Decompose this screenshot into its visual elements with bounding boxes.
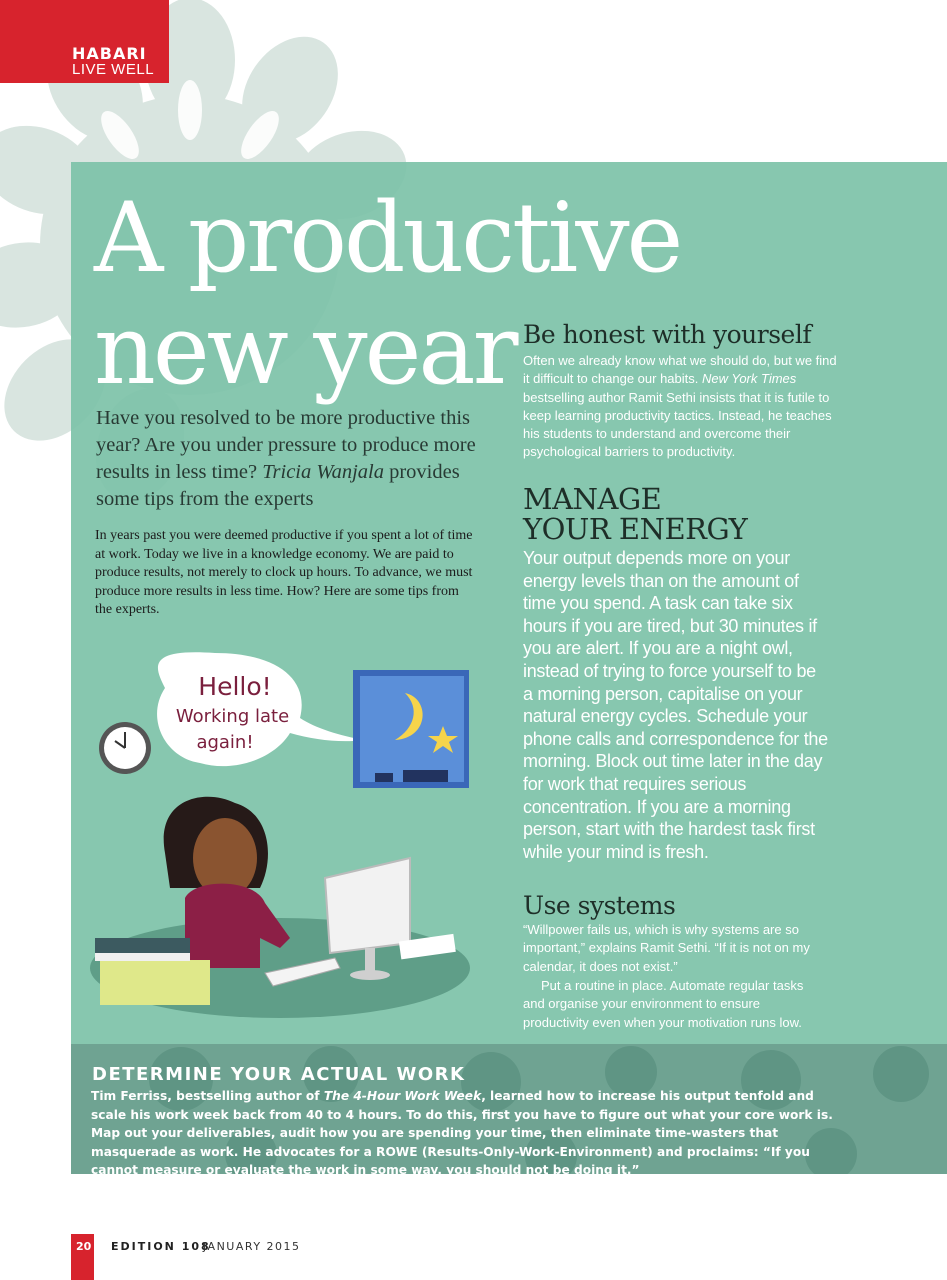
page-number: 20 [76,1240,92,1253]
bubble-line-1: Hello! [198,672,272,701]
section-text-systems-2: Put a routine in place. Automate regular tasks and organise your environment to ensure productivity even when your motivation runs low. [523,978,804,1030]
callout-heading: DETERMINE YOUR ACTUAL WORK [92,1064,466,1085]
title-line-1: A productive [94,182,681,294]
article-intro [96,405,496,513]
section-heading-honest: Be honest with yourself [523,320,812,349]
article-body: In years past you were deemed productive if you spent a lot of time at work. Today we live in a knowledge economy. We are paid to produce results, not merely to clock up hours. To advance, we must produce more results in less time. How? Here are some tips from the experts. [95,528,473,617]
callout-text-em: The 4-Hour Work Week [323,1089,482,1103]
intro-text-b: provides some tips from the experts [96,461,460,510]
issue-date: JANUARY 2015 [203,1240,301,1253]
night-window-icon [353,670,469,788]
intro-text-a: Have you resolved to be more productive this year? Are you under pressure to produce more results in less time? [96,407,476,483]
callout-text [91,1087,851,1180]
section-text-systems-1: “Willpower fails us, which is why systems are so important,” explains Ramit Sethi. “If it is not on my calendar, it does not exist.” [523,922,810,974]
section-text-honest [523,352,838,462]
honest-text-a: Often we already know what we should do, but we find it difficult to change our habits. [523,353,837,387]
edition-label: EDITION 108 [111,1240,211,1253]
callout-text-a: Tim Ferriss, bestselling author of [91,1089,324,1103]
section-tag [0,0,169,83]
bubble-line-3: again! [196,732,254,753]
office-illustration [85,648,485,1028]
section-heading-energy [523,484,747,544]
section-heading-systems: Use systems [523,891,676,920]
honest-text-em: New York Times [701,371,797,387]
honest-text-b: bestselling author Ramit Sethi insists that it is futile to keep learning productivity tactics. Instead, he teaches his students to understand and overcome their psychological barriers to productivity. [523,389,832,460]
title-line-2: new year [94,294,516,406]
subsection-name: LIVE WELL [72,61,155,78]
section-text-energy: Your output depends more on your energy levels than on the amount of time you spend. A task can take six hours if you are tired, but 30 minutes if you are alert. If you are a night owl, instead of trying to force yourself to be a morning person, capitalise on your natural energy cycles. Schedule your phone calls and correspondence for the morning. Block out time later in the day for work that requires serious concentration. If you are a morning person, start with the hardest task first while your mind is fresh. [523,548,828,862]
author-name: Tricia Wanjala [262,461,384,483]
energy-heading-line-1: MANAGE [523,482,662,516]
callout-text-b: , learned how to increase his output tenfold and scale his work week back from 40 to 4 hours. To do this, first you have to figure out what your core work is. Map out your deliverables, audit how you are spending your time, then eliminate time-wasters that masquerade as work. He advocates for a ROWE (Results-Only-Work-Environment) and proclaims: “If you cannot measure or evaluate the work in some way, you should not be doing it.” [91,1089,833,1178]
section-name: HABARI [72,44,147,63]
energy-heading-line-2: YOUR ENERGY [523,512,748,546]
wall-clock-icon [99,722,151,774]
bubble-line-2: Working late [175,706,290,727]
